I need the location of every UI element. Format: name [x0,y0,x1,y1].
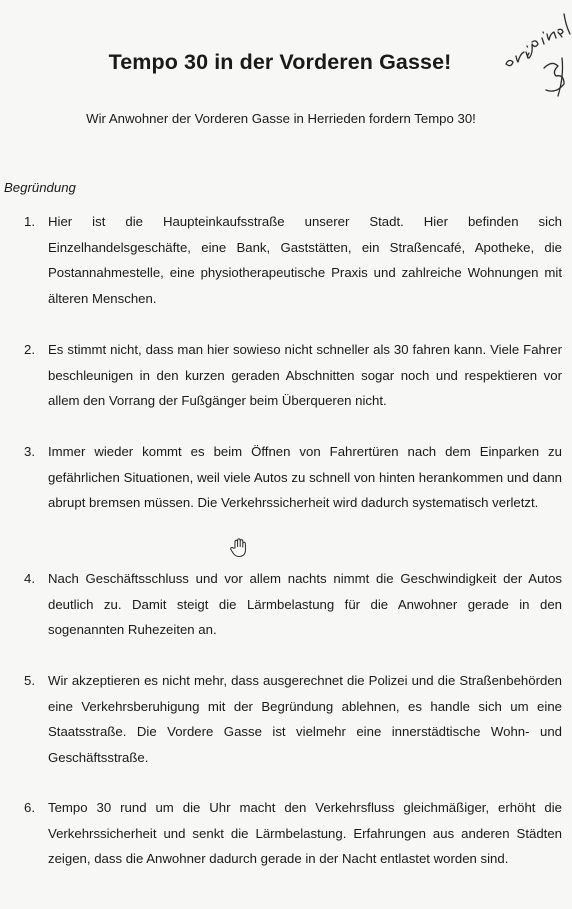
section-heading: Begründung [4,180,76,195]
item-text: Tempo 30 rund um die Uhr macht den Verkehrsfluss gleichmäßiger, erhöht die Verkehrssicherheit und senkt die Lärmbelastung. Erfahrungen aus anderen Städten zeigen, dass die Anwohner dadurch gerade in der Nacht entlastet worden sind. [48,800,562,866]
item-number: 1. [24,214,35,229]
item-number: 3. [24,444,35,459]
item-text: Hier ist die Haupteinkaufsstraße unserer Stadt. Hier befinden sich Einzelhandelsgeschäfte, eine Bank, Gaststätten, ein Straßencafé, Apotheke, die Postannahmestelle, eine physiotherapeutische Praxis und zahlreiche Wohnungen mit älteren Menschen. [48,214,562,306]
item-text: Es stimmt nicht, dass man hier sowieso nicht schneller als 30 fahren kann. Viele Fahrer beschleunigen in den kurzen geraden Abschnitten sogar noch und respektieren vor allem den Vorrang der Fußgänger beim Überqueren nicht. [48,342,562,408]
item-text: Immer wieder kommt es beim Öffnen von Fahrertüren nach dem Einparken zu gefährlichen Situationen, weil viele Autos zu schnell von hinten herankommen und dann abrupt bremsen müssen. Die Verkehrssicherheit wird dadurch systematisch verletzt. [48,444,562,510]
page-subtitle: Wir Anwohner der Vorderen Gasse in Herrieden fordern Tempo 30! [86,111,476,126]
hand-cursor-icon [230,538,248,558]
item-number: 6. [24,800,35,815]
item-number: 2. [24,342,35,357]
page-title: Tempo 30 in der Vorderen Gasse! [108,50,452,74]
item-text: Wir akzeptieren es nicht mehr, dass ausgerechnet die Polizei und die Straßenbehörden eine Verkehrsberuhigung mit der Begründung ablehnen, es handle sich um eine Staatsstraße. Die Vordere Gasse ist vielmehr eine innerstädtische Wohn- und Geschäftsstraße. [48,673,562,765]
item-text: Nach Geschäftsschluss und vor allem nachts nimmt die Geschwindigkeit der Autos deutlich zu. Damit steigt die Lärmbelastung für die Anwohner gerade in den sogenannten Ruhezeiten an. [48,571,562,637]
item-number: 4. [24,571,35,586]
handwritten-note [498,8,572,100]
item-number: 5. [24,673,35,688]
